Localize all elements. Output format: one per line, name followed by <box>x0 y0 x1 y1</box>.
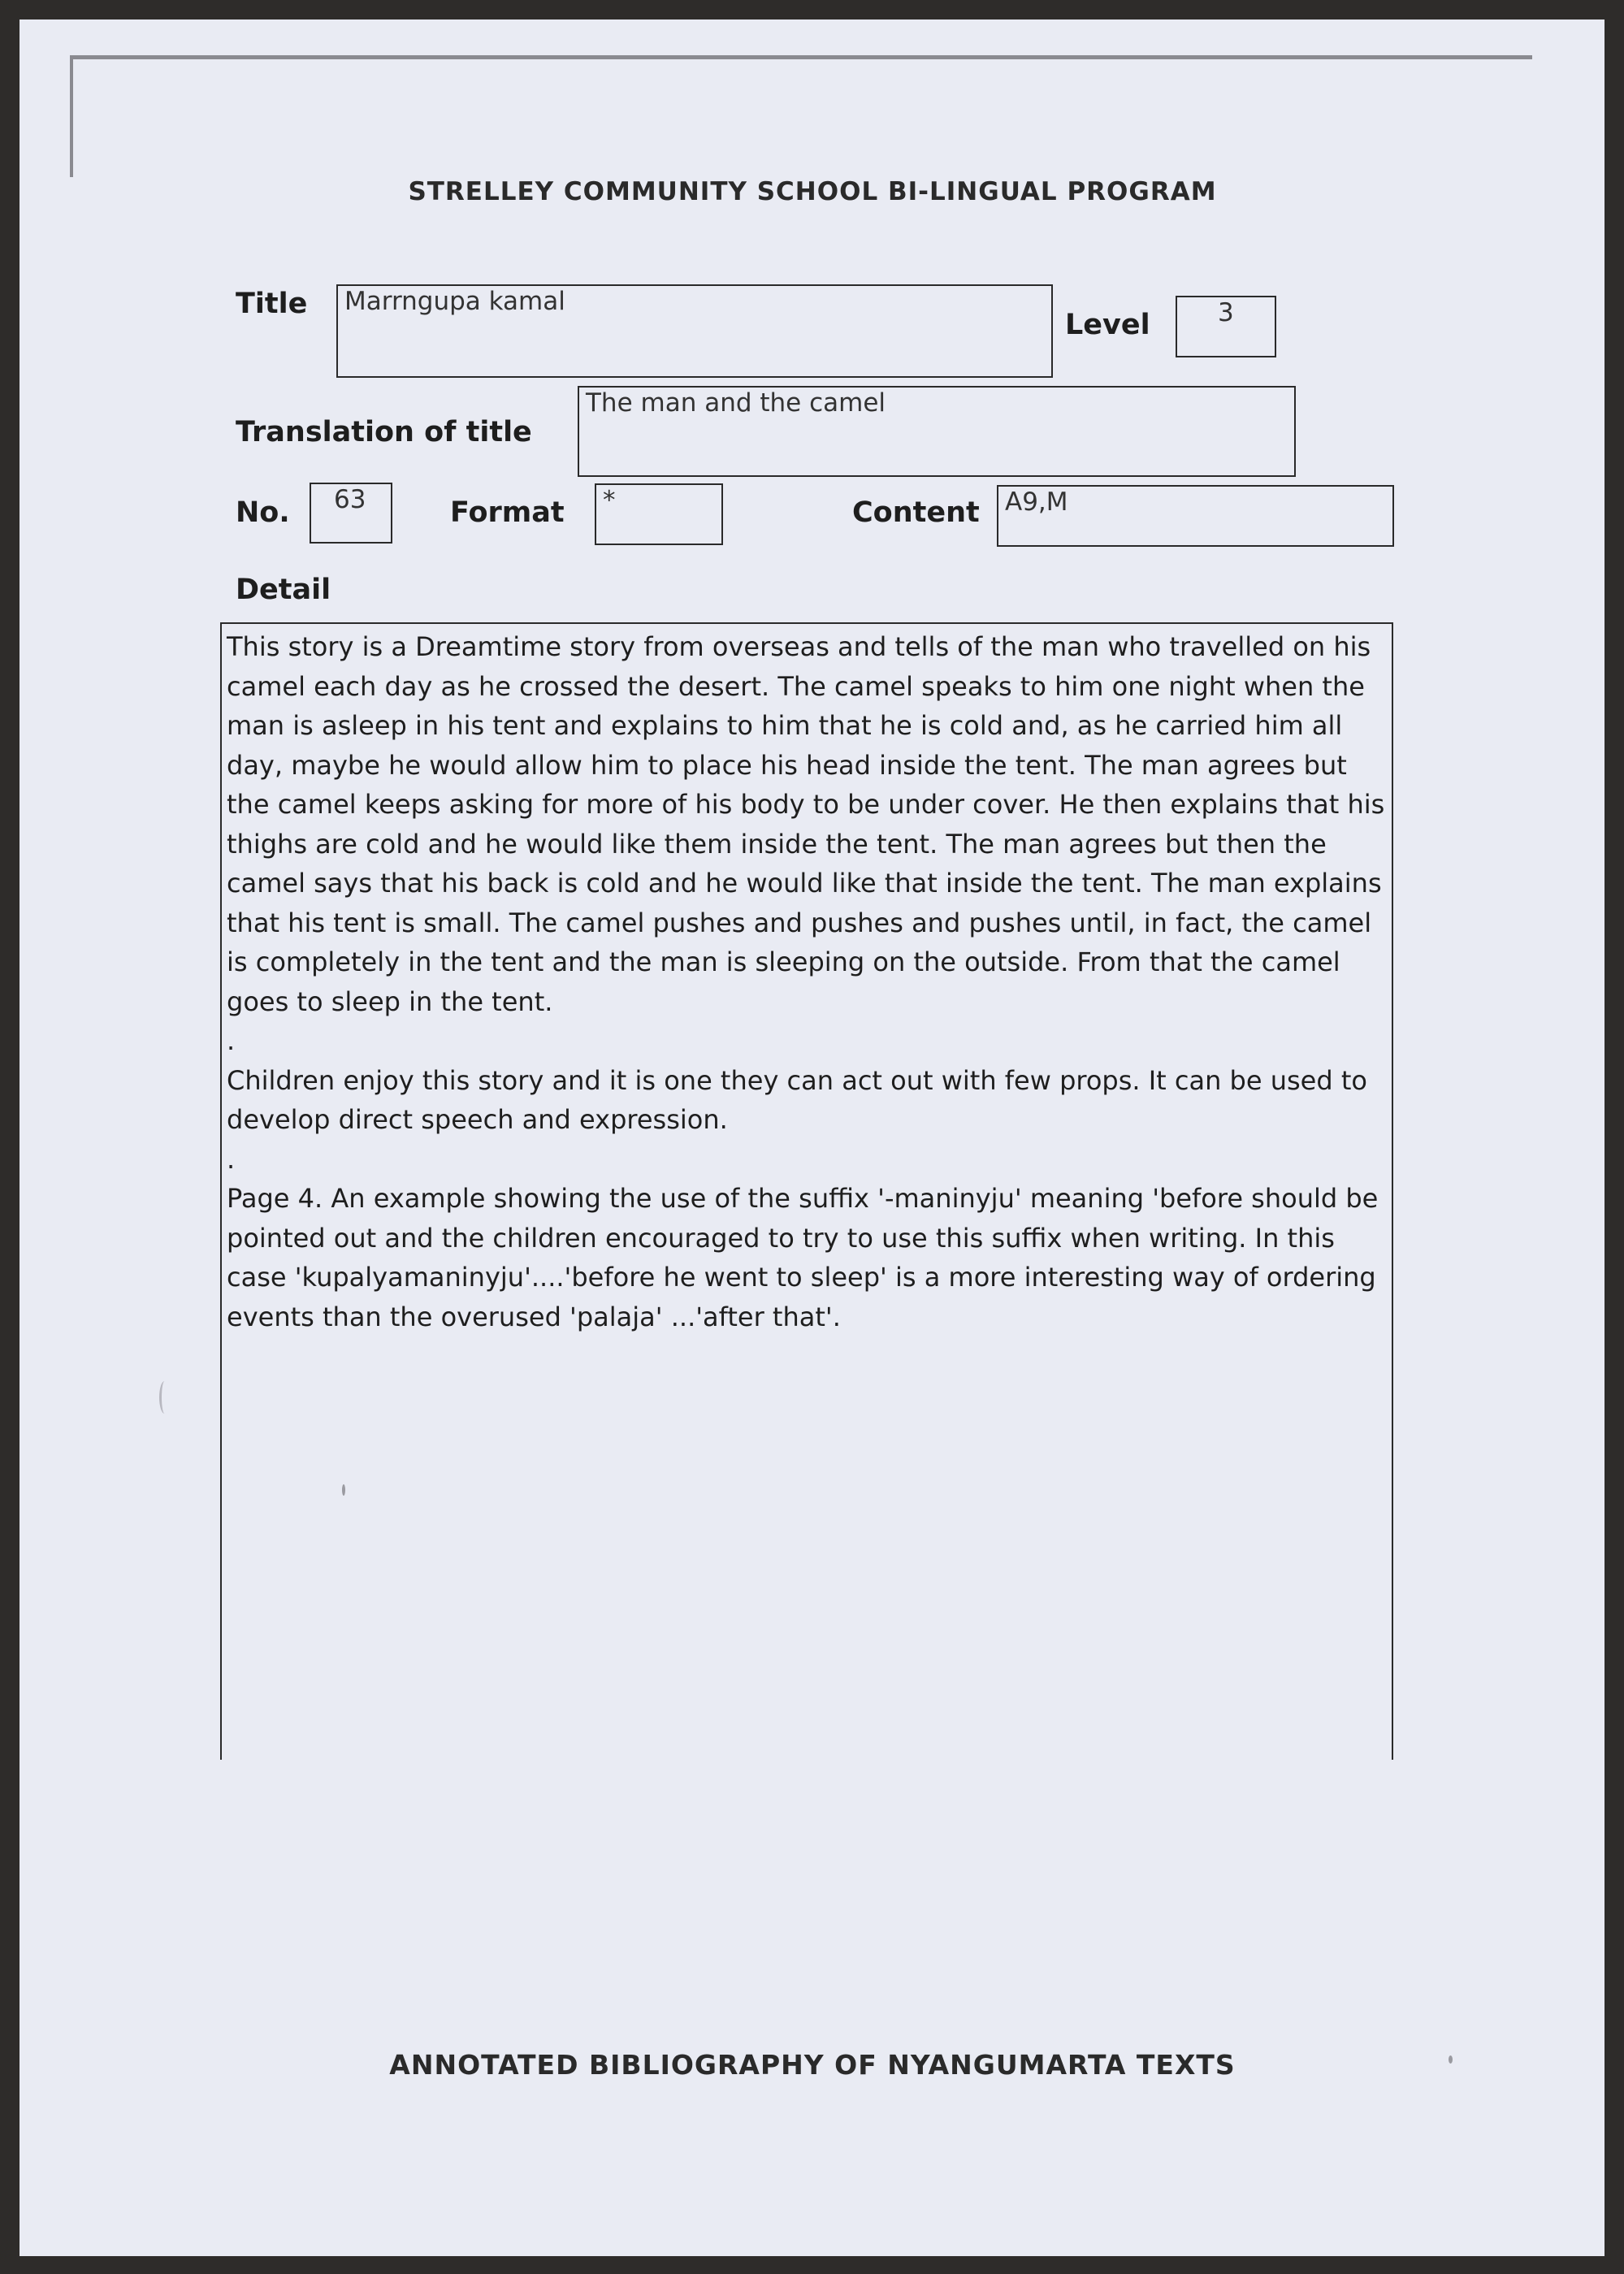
translation-label: Translation of title <box>236 416 532 448</box>
format-field: * <box>595 483 723 545</box>
detail-box <box>220 622 1393 1760</box>
detail-label: Detail <box>236 574 331 606</box>
level-label: Level <box>1065 309 1150 341</box>
paper-mark <box>342 1484 345 1496</box>
frame-line-top <box>70 55 1532 59</box>
level-field: 3 <box>1176 296 1276 357</box>
no-label: No. <box>236 496 290 529</box>
title-field: Marrngupa kamal <box>336 284 1053 378</box>
detail-paragraph-1: This story is a Dreamtime story from overseas and tells of the man who travelled on his camel each day as he crossed the desert. The camel speaks to him one night when the man is asleep in his tent and explains to him that he is cold and, as he carried him all day, maybe he would allow him to place his head inside the tent. The man agrees but the camel keeps asking for more of his body to be under cover. He then explains that his thighs are cold and he would like them inside the tent. The man agrees but then the camel says that his back is cold and he would like that inside the tent. The man explains that his tent is small. The camel pushes and pushes and pushes until, in fact, the camel is completely in the tent and the man is sleeping on the outside. From that the camel goes to sleep in the tent. <box>227 631 1385 1017</box>
program-header: STRELLEY COMMUNITY SCHOOL BI-LINGUAL PROGRAM <box>408 177 1217 206</box>
content-label: Content <box>852 496 980 529</box>
no-field: 63 <box>310 483 392 544</box>
detail-paragraph-2: Children enjoy this story and it is one they can act out with few props. It can be used to develop direct speech and expression. <box>227 1064 1367 1135</box>
translation-field: The man and the camel <box>578 386 1296 477</box>
detail-paragraph-3: Page 4. An example showing the use of the suffix '-maninyju' meaning 'before should be pointed out and the children encouraged to try to use this suffix when writing. In this case 'kupalyamaninyju'....'before he went to sleep' is a more interesting way of ordering events than the overused 'palaja' ...'after that'. <box>227 1183 1379 1332</box>
content-field: A9,M <box>997 485 1394 547</box>
detail-separator-2: . <box>227 1143 236 1175</box>
footer-title: ANNOTATED BIBLIOGRAPHY OF NYANGUMARTA TEXTS <box>389 2049 1236 2081</box>
title-label: Title <box>236 288 308 320</box>
format-label: Format <box>450 496 565 529</box>
detail-separator-1: . <box>227 1025 236 1056</box>
frame-line-left <box>70 55 73 177</box>
paper-mark <box>159 1381 170 1414</box>
